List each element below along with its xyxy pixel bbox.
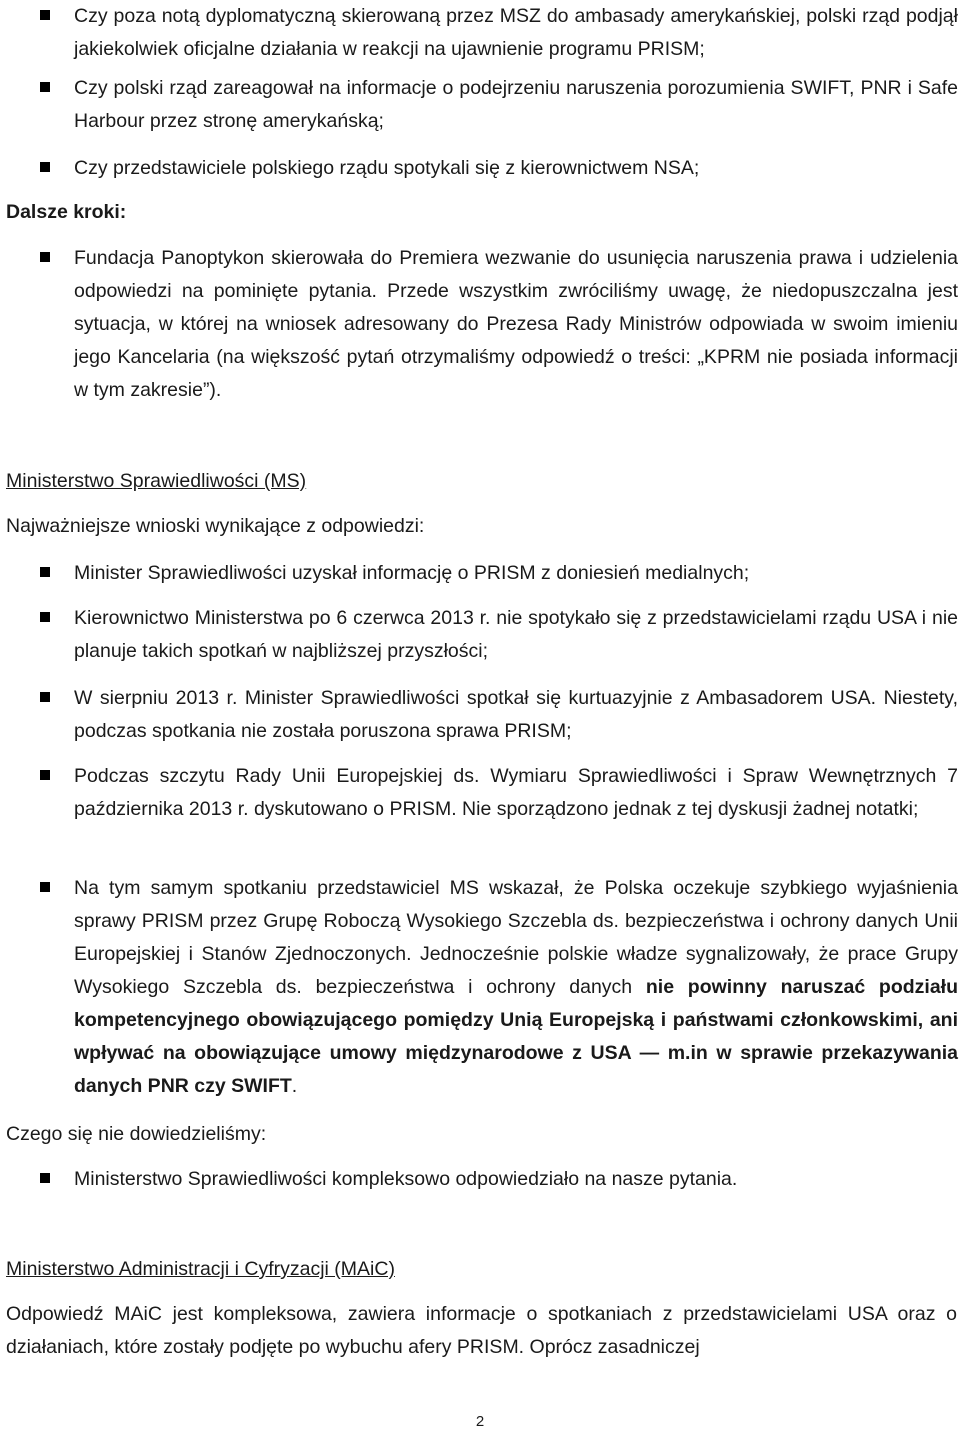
list-item-text: Kierownictwo Ministerstwa po 6 czerwca 2013 r. nie spotykało się z przedstawicielami rządu USA i nie planuje takich spotkań w najbliższej przyszłości; — [74, 607, 958, 662]
list-item — [74, 602, 958, 668]
body-paragraph: Odpowiedź MAiC jest kompleksowa, zawiera informacje o spotkaniach z przedstawicielami USA oraz o działaniach, które zostały podjęte po wybuchu afery PRISM. Oprócz zasadniczej — [6, 1303, 957, 1358]
list-item — [74, 1163, 958, 1196]
conclusions-heading: Najważniejsze wnioski wynikające z odpowiedzi: — [6, 515, 425, 537]
list-item — [74, 152, 958, 185]
square-bullet-icon — [40, 252, 50, 262]
list-item — [74, 242, 958, 407]
square-bullet-icon — [40, 567, 50, 577]
square-bullet-icon — [40, 882, 50, 892]
list-item-text: Czy przedstawiciele polskiego rządu spotykali się z kierownictwem NSA; — [74, 157, 700, 179]
square-bullet-icon — [40, 692, 50, 702]
list-item-text: W sierpniu 2013 r. Minister Sprawiedliwości spotkał się kurtuazyjnie z Ambasadorem USA. Niestety, podczas spotkania nie została poruszona sprawa PRISM; — [74, 687, 958, 742]
list-item-text: Podczas szczytu Rady Unii Europejskiej ds. Wymiaru Sprawiedliwości i Spraw Wewnętrznych 7 października 2013 r. dyskutowano o PRISM. Nie sporządzono jednak z tej dyskusji żadnej notatki; — [74, 765, 958, 820]
list-item — [74, 682, 958, 748]
emphasis-text: nie powinny naruszać podziału kompetencyjnego obowiązującego pomiędzy Unią Europejską i państwami członkowskimi, ani wpływać na obowiązujące umowy międzynarodowe z USA — m.in w sprawie przekazywania danych PNR czy SWIFT — [74, 976, 958, 1097]
square-bullet-icon — [40, 10, 50, 20]
section-title-ms: Ministerstwo Sprawiedliwości (MS) — [6, 470, 307, 492]
sentence-end: . — [291, 1075, 298, 1097]
section-title-maic: Ministerstwo Administracji i Cyfryzacji (MAiC) — [6, 1258, 395, 1280]
next-steps-heading: Dalsze kroki: — [6, 201, 127, 223]
unknown-heading: Czego się nie dowiedzieliśmy: — [6, 1123, 267, 1145]
square-bullet-icon — [40, 1173, 50, 1183]
square-bullet-icon — [40, 612, 50, 622]
square-bullet-icon — [40, 162, 50, 172]
square-bullet-icon — [40, 82, 50, 92]
page-number: 2 — [475, 1413, 485, 1430]
list-item — [74, 72, 958, 138]
list-item-text: Minister Sprawiedliwości uzyskał informację o PRISM z doniesień medialnych; — [74, 562, 750, 584]
list-item-text: Na tym samym spotkaniu przedstawiciel MS wskazał, że Polska oczekuje szybkiego wyjaśnienia sprawy PRISM przez Grupę Roboczą Wysokiego Szczebla ds. bezpieczeństwa i ochrony danych Unii Europejskiej i Stanów Zjednoczonych. Jednocześnie polskie władze sygnalizowały, że prace Grupy Wysokiego Szczebla ds. bezpieczeństwa i ochrony danych — [74, 877, 958, 998]
list-item — [74, 0, 958, 66]
list-item-text: Fundacja Panoptykon skierowała do Premiera wezwanie do usunięcia naruszenia prawa i udzielenia odpowiedzi na pominięte pytania. Przede wszystkim zwróciliśmy uwagę, że niedopuszczalna jest sytuacja, w której na wniosek adresowany do Prezesa Rady Ministrów odpowiada w swoim imieniu jego Kancelaria (na większość pytań otrzymaliśmy odpowiedź o treści: „KPRM nie posiada informacji w tym zakresie”). — [74, 247, 958, 401]
list-item — [74, 760, 958, 826]
list-item — [74, 557, 958, 590]
list-item-text: Czy polski rząd zareagował na informacje o podejrzeniu naruszenia porozumienia SWIFT, PNR i Safe Harbour przez stronę amerykańską; — [74, 77, 958, 132]
list-item-text: Czy poza notą dyplomatyczną skierowaną przez MSZ do ambasady amerykańskiej, polski rząd podjął jakiekolwiek oficjalne działania w reakcji na ujawnienie programu PRISM; — [74, 5, 958, 60]
list-item — [74, 872, 958, 1103]
square-bullet-icon — [40, 770, 50, 780]
list-item-text: Ministerstwo Sprawiedliwości kompleksowo odpowiedziało na nasze pytania. — [74, 1168, 738, 1190]
